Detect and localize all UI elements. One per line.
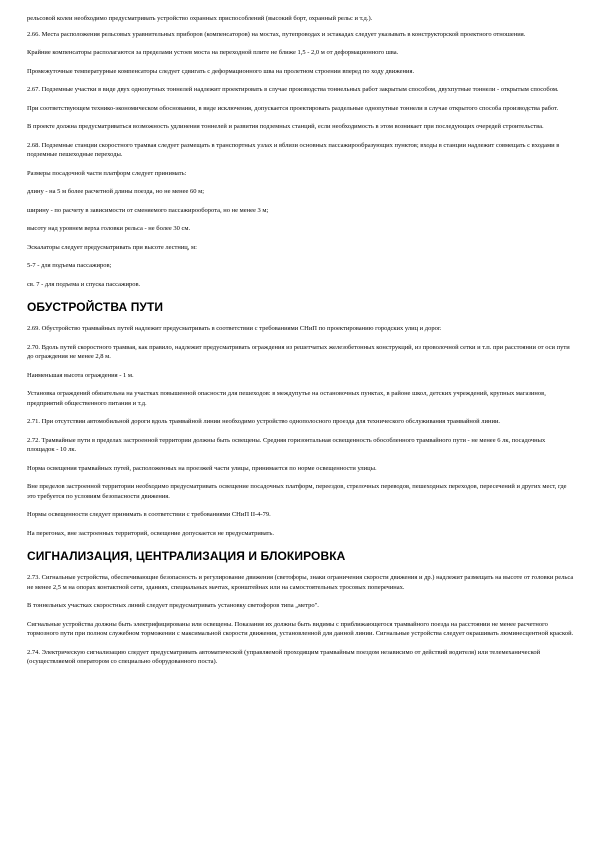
paragraph-tunnels-extension: В проекте должна предусматриваться возможность удлинения тоннелей и развития подземных станций, если необходимость в этом возникает при последующих очередей строительства.	[27, 123, 544, 130]
paragraph-platform-length: длину - на 5 м более расчетной длины поезда, но не менее 60 м;	[27, 188, 205, 195]
paragraph-platform-width: ширину - по расчету в зависимости от сменяемого пассажирооборота, но не менее 3 м;	[27, 206, 269, 214]
paragraph-lighting-stages: На перегонах, вне застроенных территорий, освещение допускается не предусматривать.	[27, 529, 274, 537]
paragraph-escalators-up: 5-7 - для подъема пассажиров;	[27, 262, 112, 269]
paragraph-escalators: Эскалаторы следует предусматривать при высоте лестниц, м:	[27, 243, 197, 251]
paragraph-platform-sizes: Размеры посадочной части платформ следует принимать:	[27, 169, 187, 177]
paragraph-escalators-both: св. 7 - для подъема и спуска пассажиров.	[27, 280, 141, 288]
paragraph-platform-height: высоту над уровнем верха головки рельса - не более 30 см.	[27, 225, 191, 232]
paragraph-metro-signals: В тоннельных участках скоростных линий следует предусматривать установку светофоров типа „метро".	[27, 602, 319, 609]
paragraph-2-72: 2.72. Трамвайные пути в пределах застроенной территории должны быть освещены. Средняя горизонтальная освещенность обособленного трамвайного пути - не менее 6 лк, посадочных площадок - 10 лк.	[27, 436, 546, 453]
paragraph-compensators-inner: Промежуточные температурные компенсаторы следует сдвигать с деформационного шва на пролетном строении вперед по ходу движения.	[27, 67, 415, 75]
paragraph-2-67: 2.67. Подземные участки в виде двух однопутных тоннелей надлежит проектировать в случае производства тоннельных работ закрытым способом, двухпутные тоннели - открытым способом.	[27, 86, 559, 93]
paragraph-2-70: 2.70. Вдоль путей скоростного трамвая, как правило, надлежит предусматривать ограждения из решетчатых железобетонных конструкций, из проволочной сетки и т.п. при расстоянии от оси пути до ограждения не менее 2,8 м.	[27, 343, 570, 360]
paragraph-2-69: 2.69. Обустройство трамвайных путей надлежит предусматривать в соответствии с требованиями СНиП по проектированию городских улиц и дорог.	[27, 325, 442, 332]
document-body	[27, 14, 574, 676]
paragraph-lighting-norms: Нормы освещенности следует принимать в соответствии с требованиями СНиП II-4-79.	[27, 511, 271, 518]
paragraph-2-68: 2.68. Подземные станции скоростного трамвая следует размещать в транспортных узлах и вблизи основных пассажирообразующих пунктов; входы в станции надлежит совмещать с входами в подземные пешеходные переходы.	[27, 141, 560, 158]
paragraph-2-71: 2.71. При отсутствии автомобильной дороги вдоль трамвайной линии необходимо устройство однополосного проезда для технического обслуживания трамвайной линии.	[27, 418, 501, 425]
paragraph-2-74: 2.74. Электрическую сигнализацию следует предусматривать автоматической (управляемой проходящим трамвайным поездом независимо от действий водителя) или телемеханической (осуществляемой оператором со специально оборудованного поста).	[27, 648, 541, 665]
paragraph-tunnels-exception: При соответствующем технико-экономическом обосновании, в виде исключения, допускается проектировать раздельные однопутные тоннели в случае открытого способа производства работ.	[27, 104, 559, 112]
paragraph-lighting-street: Норма освещения трамвайных путей, расположенных на проезжей части улицы, принимается по норме освещенности улицы.	[27, 464, 377, 472]
paragraph-fence-height: Наименьшая высота ограждения - 1 м.	[27, 371, 134, 379]
section-heading-track-equipment: ОБУСТРОЙСТВА ПУТИ	[27, 300, 164, 314]
paragraph-continuation: рельсовой колеи необходимо предусматривать устройство охранных приспособлений (высокий борт, охранный рельс и т.д.).	[27, 15, 373, 22]
paragraph-lighting-outside: Вне пределов застроенной территории необходимо предусматривать освещение посадочных платформ, переездов, стрелочных переводов, пешеходных переходов, пересечений и других мест, где это требуется по условиям безопасности движения.	[27, 483, 567, 500]
paragraph-2-66: 2.66. Места расположения рельсовых уравнительных приборов (компенсаторов) на мостах, путепроводах и эстакадах следует указывать в конструкторской проектного отношения.	[27, 30, 526, 38]
section-heading-signalling: СИГНАЛИЗАЦИЯ, ЦЕНТРАЛИЗАЦИЯ И БЛОКИРОВКА	[27, 549, 346, 563]
paragraph-fence-mandatory: Установка ограждений обязательна на участках повышенной опасности для пешеходов: в междупутье на остановочных пунктах, в районе школ, детских учреждений, крупных магазинов, предприятий общественного питания и т.д.	[27, 390, 546, 407]
paragraph-signal-visibility: Сигнальные устройства должны быть электрифицированы или освещены. Показания их должны быть видимы с приближающегося трамвайного поезда на расстоянии не менее расчетного тормозного пути при полном служебном торможении с максимальной скорости движения, установленной для данной линии. Сигнальные устройства следует окрашивать люминесцентной краской.	[27, 620, 574, 637]
paragraph-2-73: 2.73. Сигнальные устройства, обеспечивающие безопасность и регулирование движения (светофоры, знаки ограничения скорости движения и др.) надлежит размещать на высоте от головки рельса не менее 2,5 м на опорах контактной сети, зданиях, специальных мачтах, кронштейнах или на самостоятельных тросовых поперечинах.	[27, 574, 574, 591]
paragraph-compensators-outer: Крайние компенсаторы располагаются за пределами устоев моста на переходной плите не ближе 1,5 - 2,0 м от деформационного шва.	[27, 49, 399, 56]
